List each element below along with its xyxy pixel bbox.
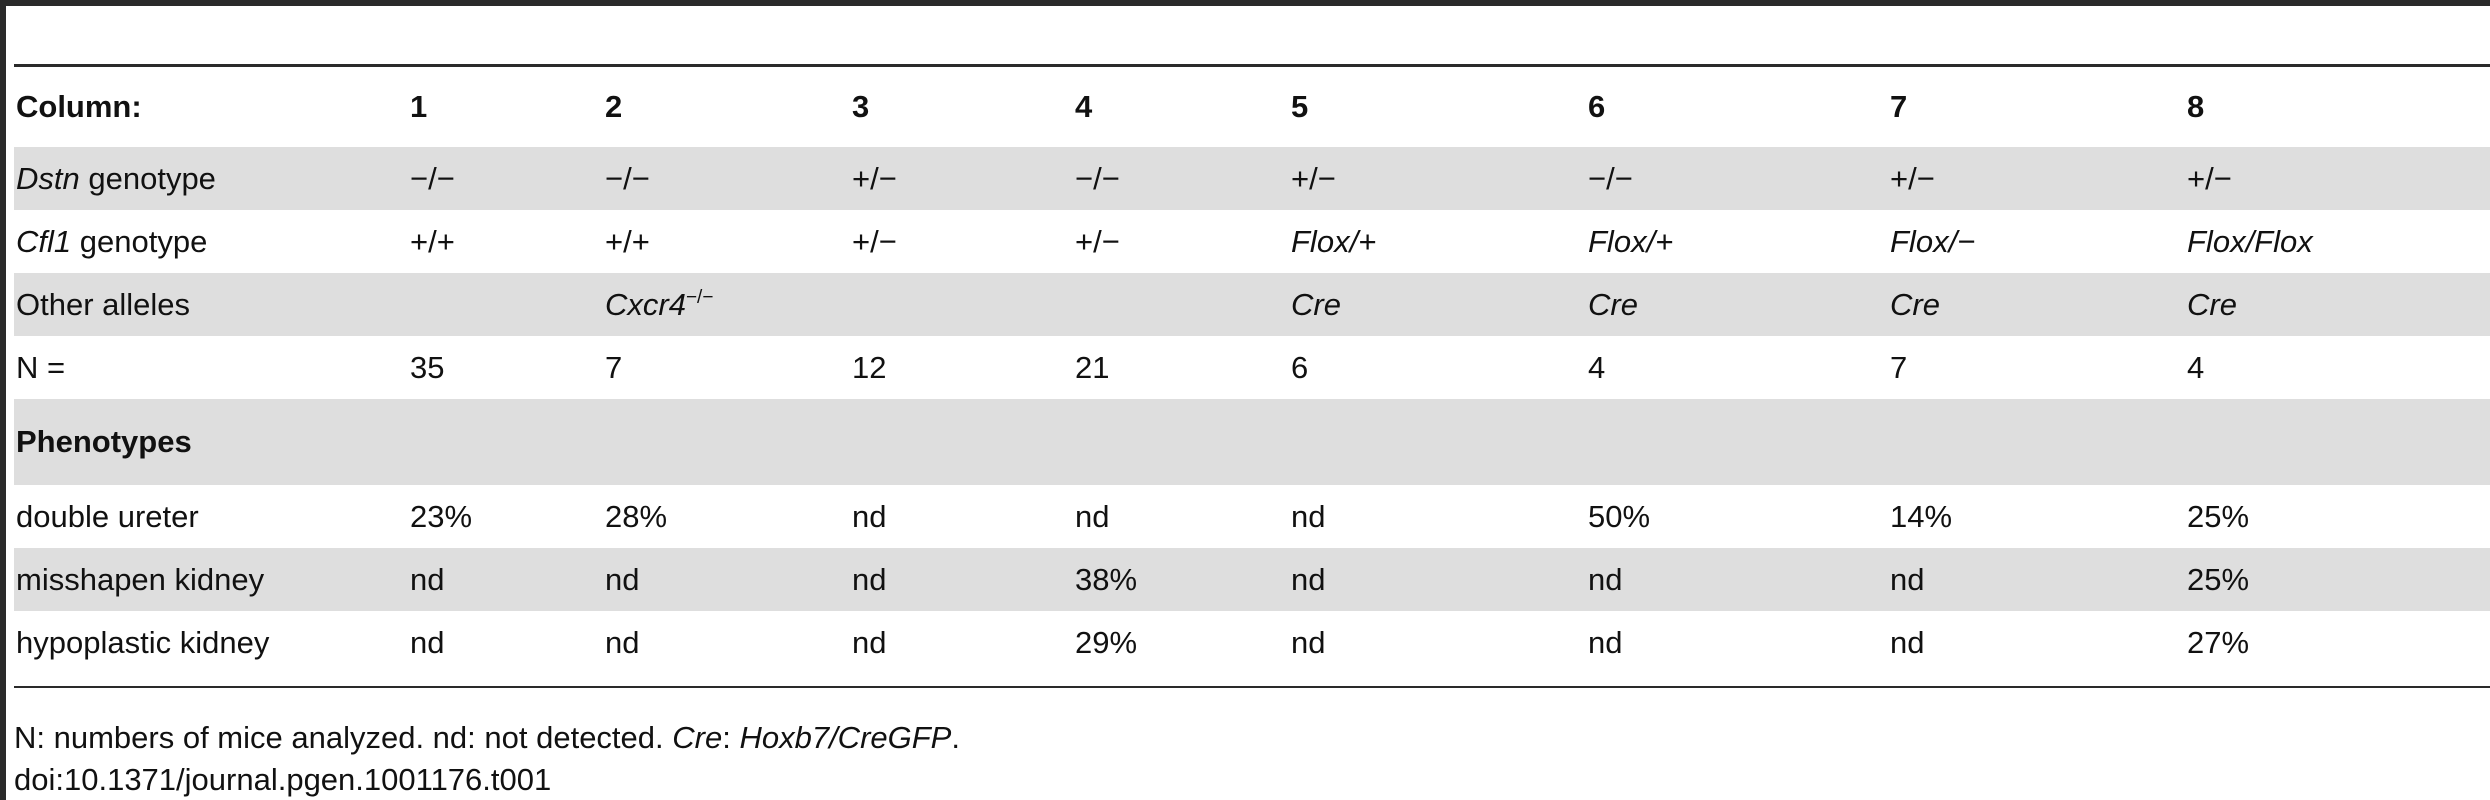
- table-cell: 50%: [1588, 498, 1651, 534]
- table-cell: +/−: [850, 147, 1073, 210]
- n-row: [14, 336, 2490, 399]
- other-alleles-row: [14, 273, 2490, 336]
- table-cell: Cre: [2185, 273, 2490, 336]
- column-header: 1: [410, 89, 428, 124]
- footnote: [14, 720, 960, 756]
- row-label: Other alleles: [14, 273, 408, 336]
- footnote-hoxb7: Hoxb7/CreGFP: [739, 720, 952, 755]
- table-cell: Cre: [1586, 273, 1888, 336]
- table-cell: +/−: [1289, 147, 1586, 210]
- column-header: 8: [2187, 89, 2205, 124]
- cxcr4-allele: Cxcr4: [605, 286, 686, 322]
- table-cell: Flox/+: [1588, 223, 1674, 259]
- table-cell: 7: [605, 349, 623, 385]
- table-cell: 12: [852, 349, 887, 385]
- table-cell: 21: [1075, 349, 1110, 385]
- doi-link[interactable]: doi:10.1371/journal.pgen.1001176.t001: [14, 762, 552, 797]
- table-cell: 25%: [2187, 498, 2250, 534]
- header-label: Column:: [16, 89, 142, 124]
- table-cell: Flox/Flox: [2187, 223, 2313, 259]
- misshapen-kidney-row: [14, 548, 2490, 611]
- table-cell: 14%: [1890, 498, 1953, 534]
- table-cell: nd: [1586, 548, 1888, 611]
- phenotypes-section-row: [14, 399, 2490, 485]
- table-cell: nd: [603, 548, 850, 611]
- table-cell: 25%: [2185, 548, 2490, 611]
- table-cell: 35: [410, 349, 445, 385]
- table-cell: +/+: [605, 223, 650, 259]
- cxcr4-superscript: −/−: [685, 286, 714, 308]
- table-cell: +/−: [1075, 223, 1120, 259]
- table-cell: 38%: [1073, 548, 1289, 611]
- table-cell: −/−: [1073, 147, 1289, 210]
- gene-name: Dstn: [16, 160, 80, 196]
- table-cell: 6: [1291, 349, 1309, 385]
- dstn-genotype-row: [14, 147, 2490, 210]
- row-label: double ureter: [16, 498, 199, 534]
- table-cell: +/+: [410, 223, 455, 259]
- table-cell: nd: [1890, 624, 1925, 660]
- double-ureter-row: [14, 485, 2490, 548]
- genotype-phenotype-table: [14, 67, 2490, 674]
- table-cell: 27%: [2187, 624, 2250, 660]
- row-label: N =: [16, 349, 66, 385]
- label-suffix: genotype: [79, 160, 216, 196]
- header-row: [14, 67, 2490, 147]
- table-cell: Cre: [1888, 273, 2185, 336]
- footnote-cre: Cre: [672, 720, 723, 755]
- table-cell: 7: [1890, 349, 1908, 385]
- column-header: 2: [605, 89, 623, 124]
- column-header: 3: [852, 89, 870, 124]
- table-cell: Cre: [1289, 273, 1586, 336]
- cfl1-genotype-row: [14, 210, 2490, 273]
- table-cell: −/−: [603, 147, 850, 210]
- table-cell: 4: [1588, 349, 1606, 385]
- table-cell: nd: [408, 548, 603, 611]
- footnote-period: .: [951, 720, 960, 755]
- column-header: 4: [1075, 89, 1093, 124]
- row-label: hypoplastic kidney: [16, 624, 270, 660]
- table-cell: +/−: [1888, 147, 2185, 210]
- table-cell: nd: [1075, 498, 1110, 534]
- table-cell: [1073, 273, 1289, 336]
- table-cell: +/−: [2185, 147, 2490, 210]
- gene-name: Cfl1: [16, 223, 72, 259]
- table-cell: nd: [1291, 498, 1326, 534]
- column-header: 5: [1291, 89, 1309, 124]
- table-cell: [408, 273, 603, 336]
- table-cell: 28%: [605, 498, 668, 534]
- table-cell: 29%: [1075, 624, 1138, 660]
- footnote-text: N: numbers of mice analyzed. nd: not detected.: [14, 720, 673, 755]
- table-cell: Flox/+: [1291, 223, 1377, 259]
- section-title: Phenotypes: [14, 399, 2490, 485]
- left-frame-border: [0, 0, 6, 800]
- label-suffix: genotype: [71, 223, 208, 259]
- hypoplastic-kidney-row: [14, 611, 2490, 674]
- table-cell: 23%: [410, 498, 473, 534]
- table-cell: nd: [852, 498, 887, 534]
- row-label: [14, 147, 408, 210]
- bottom-rule: [14, 686, 2490, 688]
- table-cell: nd: [1588, 624, 1623, 660]
- table-cell: −/−: [1586, 147, 1888, 210]
- table-cell: −/−: [408, 147, 603, 210]
- table-cell: nd: [605, 624, 640, 660]
- row-label: misshapen kidney: [14, 548, 408, 611]
- table-cell: [850, 273, 1073, 336]
- table-cell: nd: [850, 548, 1073, 611]
- table-cell: nd: [410, 624, 445, 660]
- table-cell: +/−: [852, 223, 897, 259]
- table-cell: nd: [1289, 548, 1586, 611]
- table-cell: [603, 273, 850, 336]
- column-header: 6: [1588, 89, 1606, 124]
- column-header: 7: [1890, 89, 1908, 124]
- table-cell: nd: [1291, 624, 1326, 660]
- table-cell: 4: [2187, 349, 2205, 385]
- table-cell: Flox/−: [1890, 223, 1976, 259]
- table-cell: nd: [1888, 548, 2185, 611]
- table-cell: nd: [852, 624, 887, 660]
- top-rule: [0, 0, 2490, 6]
- row-label: [14, 210, 408, 273]
- footnote-colon: :: [722, 720, 740, 755]
